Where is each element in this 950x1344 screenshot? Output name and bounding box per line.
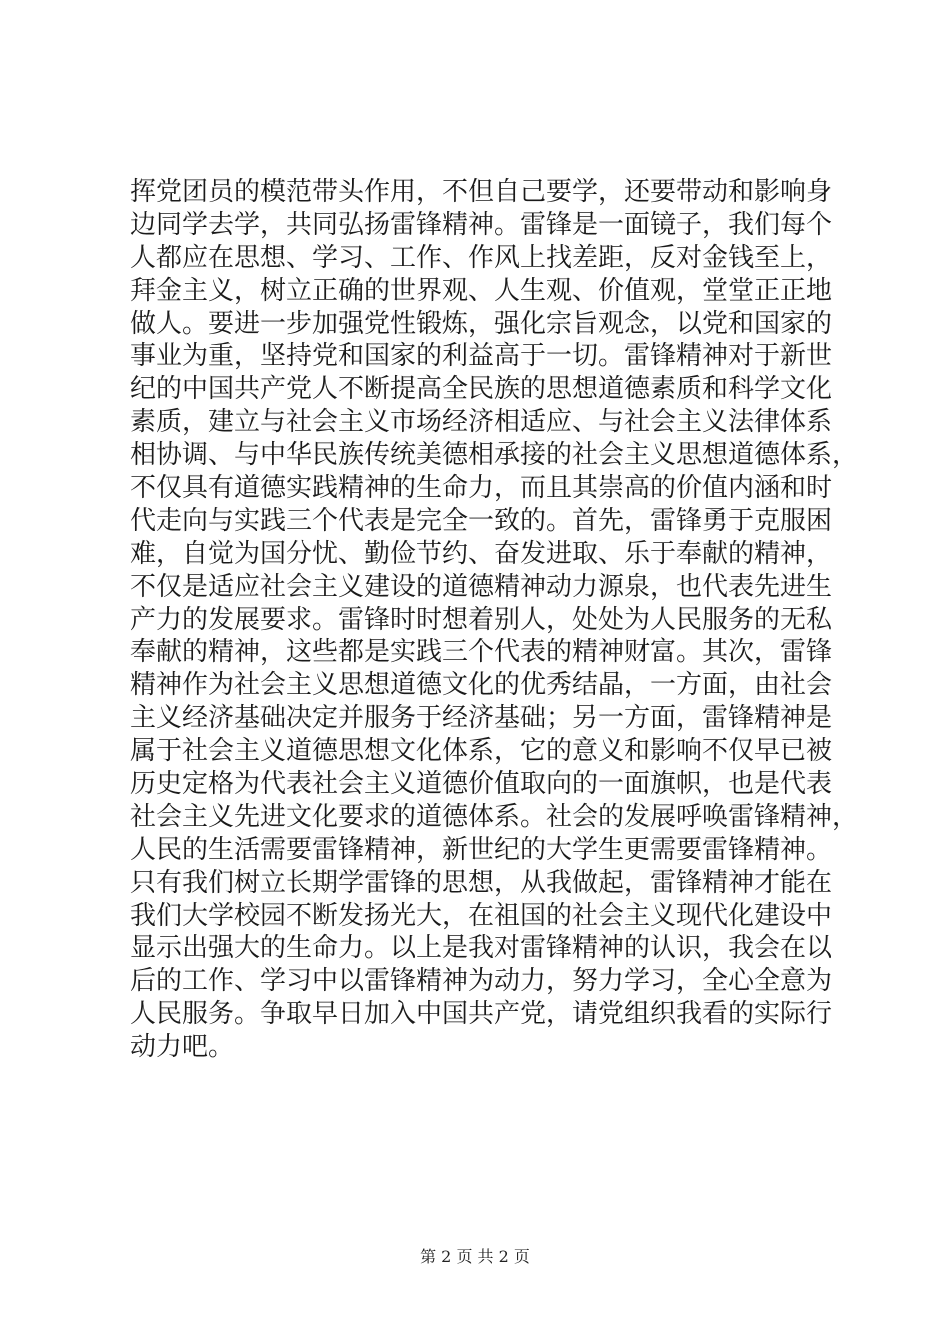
text-line: 产力的发展要求。雷锋时时想着别人，处处为人民服务的无私 <box>130 604 833 635</box>
text-line: 我们大学校园不断发扬光大，在祖国的社会主义现代化建设中 <box>130 900 833 931</box>
text-line: 人民服务。争取早日加入中国共产党，请党组织我看的实际行 <box>130 999 833 1030</box>
text-line: 后的工作、学习中以雷锋精神为动力，努力学习，全心全意为 <box>130 966 833 997</box>
text-line: 显示出强大的生命力。以上是我对雷锋精神的认识，我会在以 <box>130 933 833 964</box>
body-text <box>130 176 859 1064</box>
text-line: 只有我们树立长期学雷锋的思想，从我做起，雷锋精神才能在 <box>130 867 833 898</box>
text-line: 纪的中国共产党人不断提高全民族的思想道德素质和科学文化 <box>130 374 833 405</box>
text-line: 不仅具有道德实践精神的生命力，而且其崇高的价值内涵和时 <box>130 473 833 504</box>
text-line: 人民的生活需要雷锋精神，新世纪的大学生更需要雷锋精神。 <box>130 834 833 865</box>
text-line: 奉献的精神，这些都是实践三个代表的精神财富。其次，雷锋 <box>130 637 833 668</box>
text-line: 做人。要进一步加强党性锻炼，强化宗旨观念，以党和国家的 <box>130 308 833 339</box>
text-line: 动力吧。 <box>130 1032 235 1063</box>
text-line: 挥党团员的模范带头作用，不但自己要学，还要带动和影响身 <box>130 177 833 207</box>
text-line: 难，自觉为国分忧、勤俭节约、奋发进取、乐于奉献的精神， <box>130 538 833 569</box>
text-line: 代走向与实践三个代表是完全一致的。首先，雷锋勇于克服困 <box>130 505 833 536</box>
text-line: 拜金主义，树立正确的世界观、人生观、价值观，堂堂正正地 <box>130 275 833 306</box>
text-line: 相协调、与中华民族传统美德相承接的社会主义思想道德体系， <box>130 440 859 471</box>
text-line: 历史定格为代表社会主义道德价值取向的一面旗帜，也是代表 <box>130 769 833 800</box>
text-line: 不仅是适应社会主义建设的道德精神动力源泉，也代表先进生 <box>130 571 833 602</box>
text-line: 边同学去学，共同弘扬雷锋精神。雷锋是一面镜子，我们每个 <box>130 209 833 240</box>
text-line: 社会主义先进文化要求的道德体系。社会的发展呼唤雷锋精神， <box>130 801 859 832</box>
page-number-footer: 第 2 页 共 2 页 <box>420 1247 530 1266</box>
text-line: 事业为重，坚持党和国家的利益高于一切。雷锋精神对于新世 <box>130 341 833 372</box>
text-line: 属于社会主义道德思想文化体系，它的意义和影响不仅早已被 <box>130 736 833 767</box>
text-line: 精神作为社会主义思想道德文化的优秀结晶，一方面，由社会 <box>130 670 833 701</box>
text-line: 主义经济基础决定并服务于经济基础；另一方面，雷锋精神是 <box>130 703 833 734</box>
text-line: 人都应在思想、学习、工作、作风上找差距，反对金钱至上， <box>130 242 833 273</box>
text-line: 素质，建立与社会主义市场经济相适应、与社会主义法律体系 <box>130 407 833 438</box>
